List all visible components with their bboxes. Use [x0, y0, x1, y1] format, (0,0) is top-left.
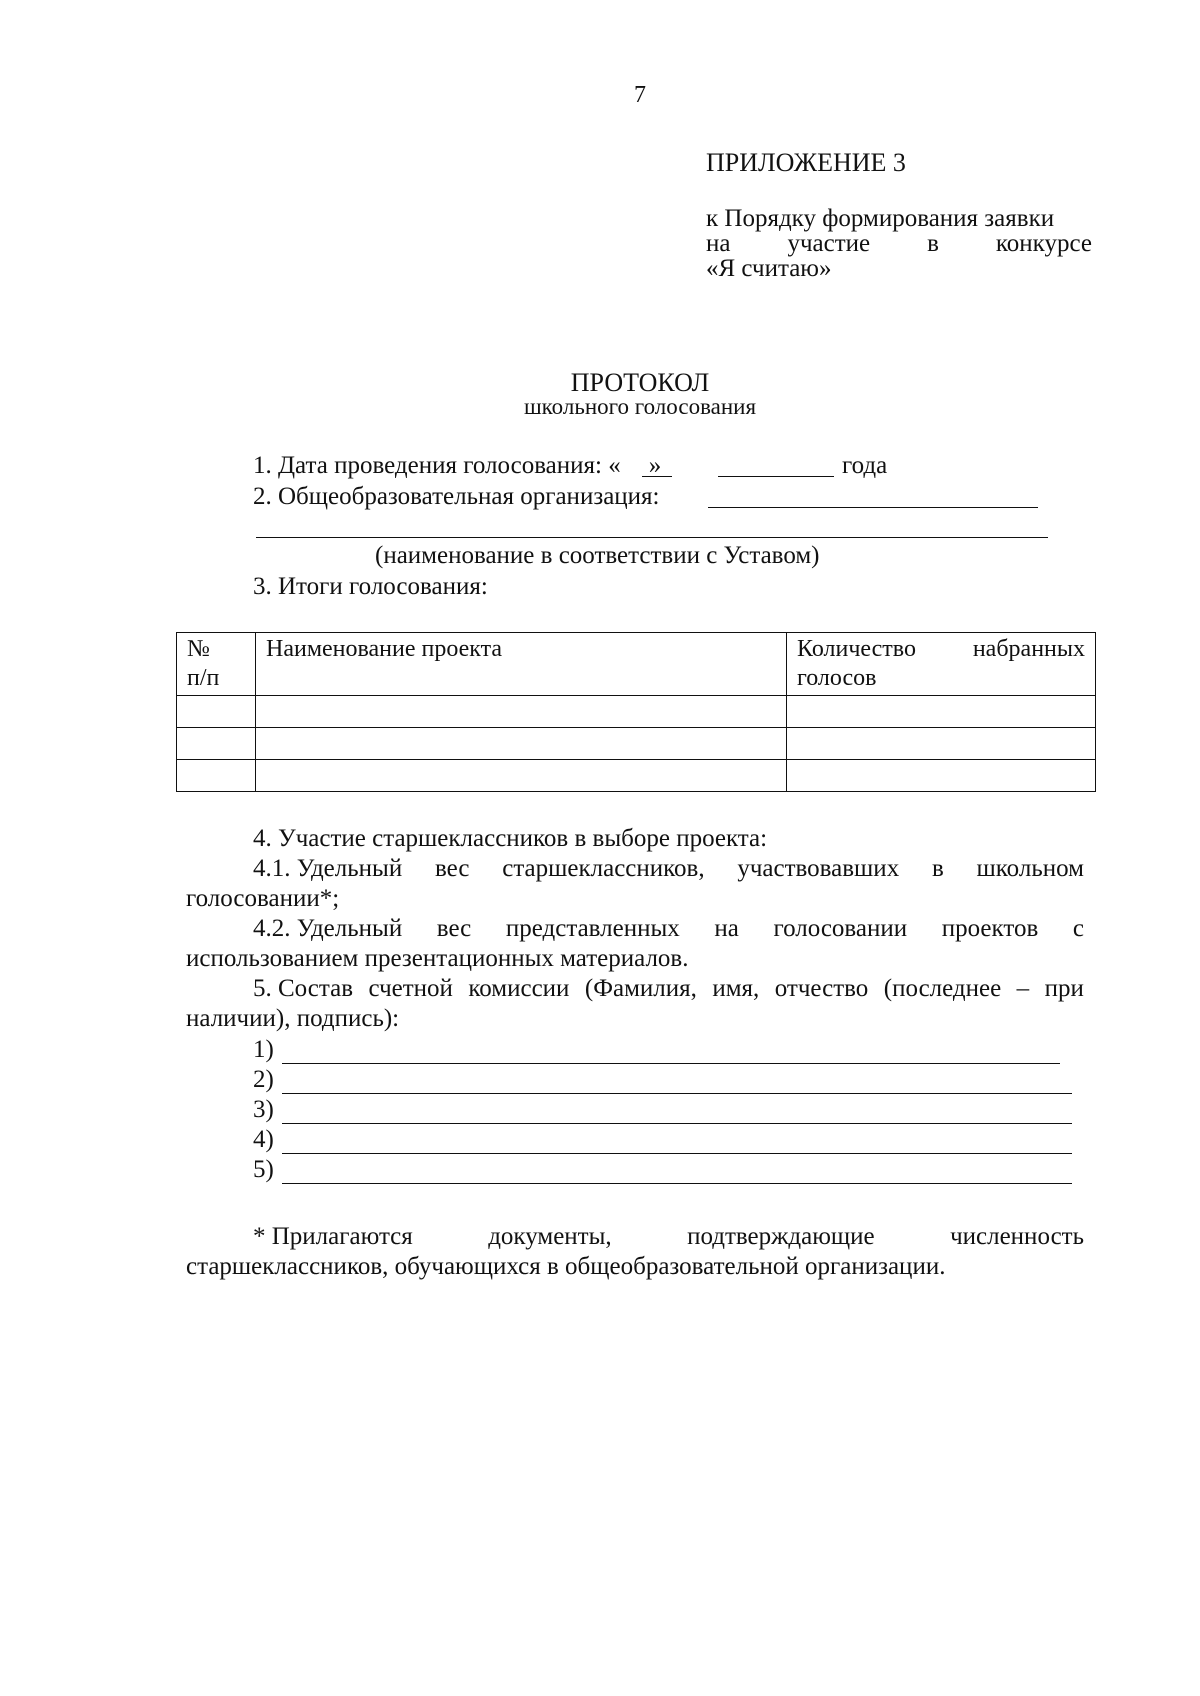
table-cell-name[interactable]	[256, 696, 787, 728]
section-4-2-word: на	[714, 915, 739, 942]
page-number: 7	[634, 82, 646, 108]
section-4-title: 4. Участие старшеклассников в выборе проекта:	[253, 825, 768, 852]
results-label: 3. Итоги голосования:	[253, 573, 488, 600]
section-4	[186, 824, 1084, 1034]
appendix-ref-line-3: «Я считаю»	[706, 255, 832, 282]
header-project-name: Наименование проекта	[256, 633, 787, 696]
section-5-title-line	[186, 974, 1084, 1004]
date-month-field[interactable]	[718, 476, 834, 477]
section-4-2-line	[186, 914, 1084, 944]
section-5-word: счетной	[368, 975, 453, 1002]
appendix-ref-word: на	[706, 230, 731, 257]
section-4-2-word: вес	[436, 915, 472, 942]
appendix-ref-line-2	[706, 231, 1092, 256]
header-votes-word: Количество	[797, 636, 916, 662]
footnote-word: документы,	[488, 1223, 612, 1250]
organization-caption: (наименование в соответствии с Уставом)	[375, 542, 820, 569]
appendix-title: ПРИЛОЖЕНИЕ 3	[706, 148, 906, 177]
commission-member-3-field[interactable]	[282, 1123, 1072, 1124]
footnote-word: подтверждающие	[687, 1223, 875, 1250]
section-5-word: при	[1044, 975, 1084, 1002]
commission-member-1-field[interactable]	[282, 1063, 1060, 1064]
section-4-1-continuation: голосовании*;	[186, 885, 340, 912]
date-quote-close: »	[648, 452, 662, 479]
header-votes-line-1	[797, 635, 1085, 664]
table-row	[177, 728, 1096, 760]
date-year-label: года	[842, 452, 888, 479]
organization-field-continued[interactable]	[256, 537, 1048, 538]
table-cell-num[interactable]	[177, 728, 256, 760]
table-cell-votes[interactable]	[787, 728, 1096, 760]
commission-member-4-field[interactable]	[282, 1153, 1072, 1154]
date-day-field[interactable]	[642, 476, 672, 477]
commission-member-5-label: 5)	[253, 1156, 274, 1183]
table-cell-num[interactable]	[177, 696, 256, 728]
section-4-2-word: представленных	[505, 915, 680, 942]
section-5-word: (Фамилия,	[584, 975, 697, 1002]
footnote-word: * Прилагаются	[253, 1223, 413, 1250]
section-5-word: отчество	[774, 975, 869, 1002]
header-votes-word: набранных	[972, 636, 1085, 662]
section-5-word: –	[1016, 975, 1030, 1002]
organization-field[interactable]	[708, 507, 1038, 508]
section-4-2-continuation: использованием презентационных материалов.	[186, 945, 689, 972]
header-votes-line-2: голосов	[797, 665, 877, 691]
section-4-1-word: участвовавших	[737, 855, 900, 882]
protocol-subtitle: школьного голосования	[523, 394, 757, 419]
table-row	[177, 696, 1096, 728]
footnote-line-1	[186, 1222, 1084, 1252]
section-5-word: имя,	[712, 975, 760, 1002]
organization-label: 2. Общеобразовательная организация:	[253, 483, 660, 510]
table-cell-votes[interactable]	[787, 696, 1096, 728]
appendix-ref-word: в	[927, 230, 939, 257]
commission-member-2-field[interactable]	[282, 1093, 1072, 1094]
section-5-title-continuation: наличии), подпись):	[186, 1005, 400, 1032]
commission-member-1-label: 1)	[253, 1036, 274, 1063]
table-row	[177, 760, 1096, 792]
section-4-1-line	[186, 854, 1084, 884]
table-cell-name[interactable]	[256, 728, 787, 760]
section-4-2-word: проектов	[941, 915, 1039, 942]
table-cell-votes[interactable]	[787, 760, 1096, 792]
commission-member-4-label: 4)	[253, 1126, 274, 1153]
footnote	[186, 1222, 1084, 1282]
footnote-word: численность	[950, 1223, 1084, 1250]
section-4-1-word: вес	[434, 855, 470, 882]
appendix-reference	[706, 206, 1092, 281]
header-votes	[787, 633, 1096, 696]
header-num-line-1: №	[187, 636, 210, 662]
commission-member-3-label: 3)	[253, 1096, 274, 1123]
section-5-word: комиссии	[468, 975, 570, 1002]
table-cell-num[interactable]	[177, 760, 256, 792]
commission-member-2-label: 2)	[253, 1066, 274, 1093]
footnote-line-2: старшеклассников, обучающихся в общеобразовательной организации.	[186, 1253, 946, 1280]
table-cell-name[interactable]	[256, 760, 787, 792]
section-4-2-word: с	[1072, 915, 1084, 942]
appendix-ref-line-1: к Порядку формирования заявки	[706, 205, 1055, 232]
section-4-2-word: 4.2. Удельный	[253, 915, 403, 942]
header-num	[177, 633, 256, 696]
section-5-word: (последнее	[883, 975, 1002, 1002]
table-header-row	[177, 633, 1096, 696]
header-num-line-2: п/п	[187, 665, 220, 691]
section-5-word: 5. Состав	[253, 975, 354, 1002]
appendix-ref-word: участие	[787, 230, 871, 257]
section-4-1-word: школьном	[976, 855, 1084, 882]
date-label-text: 1. Дата проведения голосования: «	[253, 452, 621, 479]
section-4-1-word: 4.1. Удельный	[253, 855, 403, 882]
section-4-1-word: старшеклассников,	[502, 855, 705, 882]
section-4-2-word: голосовании	[773, 915, 908, 942]
appendix-ref-word: конкурсе	[995, 230, 1092, 257]
commission-member-5-field[interactable]	[282, 1183, 1072, 1184]
protocol-title: ПРОТОКОЛ	[570, 368, 710, 397]
date-label	[253, 452, 661, 480]
results-table	[176, 632, 1096, 792]
section-4-1-word: в	[931, 855, 944, 882]
